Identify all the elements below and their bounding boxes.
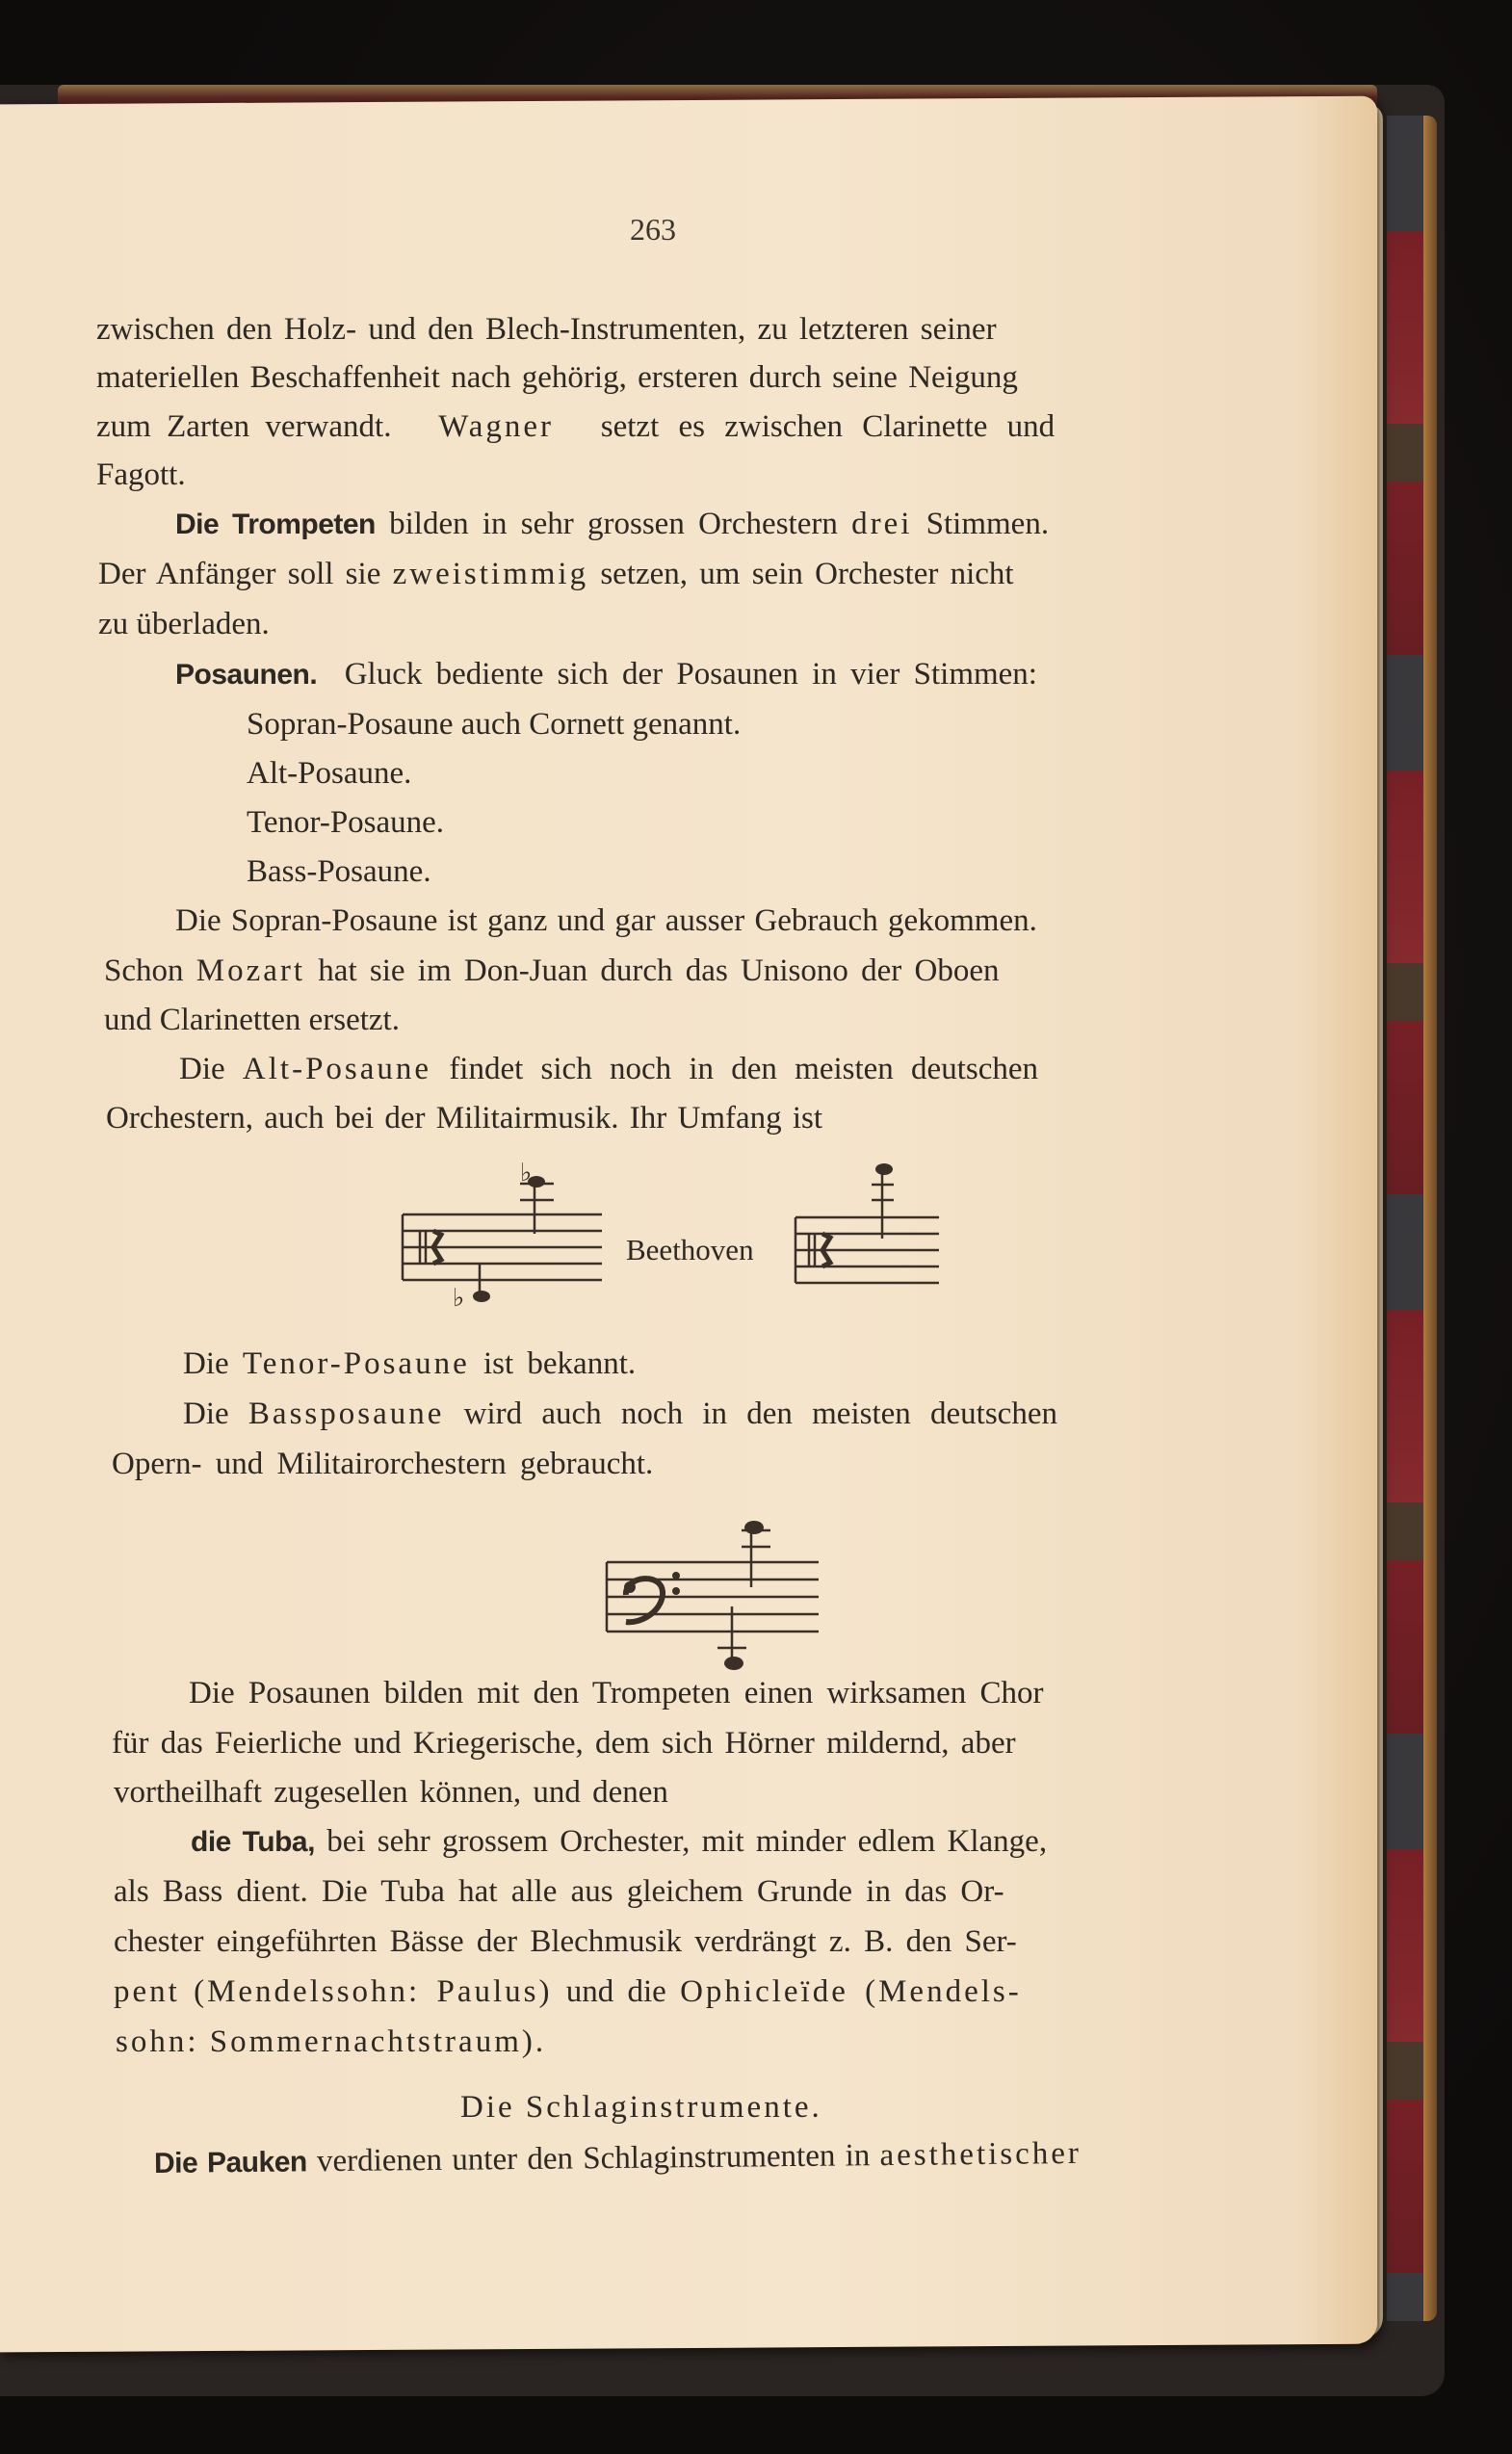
text-fragment: Schon (104, 953, 184, 988)
text-line: Die Posaunen bilden mit den Trompeten einen wirksamen Chor (189, 1676, 1044, 1710)
text-line: zwischen den Holz- und den Blech-Instrumenten, zu letzteren seiner (96, 312, 997, 347)
emphasized-word: Alt-Posaune (242, 1052, 432, 1086)
text-line (96, 411, 1055, 443)
svg-text:♭: ♭ (520, 1159, 533, 1188)
text-line: und Clarinetten ersetzt. (104, 1003, 400, 1037)
text-fragment: zum Zarten verwandt. (96, 409, 392, 444)
emphasized-word: drei (851, 507, 913, 541)
list-item: Alt-Posaune. (247, 756, 412, 791)
text-fragment: verdienen unter den Schlaginstrumenten in (316, 2138, 871, 2180)
text-fragment: Gluck bediente sich der Posaunen in vier Stimmen: (344, 657, 1037, 692)
text-fragment: bilden in sehr grossen Orchestern (389, 507, 838, 541)
music-example-label: Beethoven (626, 1233, 754, 1266)
text-line (183, 1348, 636, 1380)
section-title-schlaginstrumente: Die Schlaginstrumente. (460, 2090, 822, 2125)
text-fragment: und die (565, 1974, 666, 2009)
section-heading-pauken: Die Pauken (153, 2146, 307, 2180)
svg-text:♭: ♭ (453, 1284, 465, 1313)
emphasized-name: Wagner (438, 409, 555, 444)
text-line (98, 559, 1014, 590)
text-fragment: setzt es zwischen Clarinette und (600, 409, 1056, 444)
text-line: für das Feierliche und Kriegerische, dem sich Hörner mildernd, aber (112, 1726, 1016, 1761)
text-line: sohn: Sommernachtstraum). (116, 2024, 547, 2059)
text-fragment: Stimmen. (925, 507, 1050, 541)
book-spine-edge (1423, 116, 1437, 2321)
text-fragment: Die (179, 1052, 225, 1086)
text-line (175, 509, 1049, 540)
emphasized-word: zweistimmig (392, 557, 589, 591)
text-line: zu überladen. (98, 607, 270, 641)
page-number: 263 (630, 212, 676, 247)
text-line (179, 1054, 1038, 1085)
text-line: Fagott. (96, 457, 186, 492)
music-staff-beethoven-range (790, 1152, 944, 1296)
section-heading-trompeten: Die Trompeten (175, 509, 376, 540)
list-item: Tenor-Posaune. (247, 805, 445, 840)
text-fragment: Die (183, 1397, 229, 1431)
text-line: als Bass dient. Die Tuba hat alle aus gleichem Grunde in das Or- (114, 1874, 1004, 1909)
text-fragment: wird auch noch in den meisten deutschen (463, 1397, 1057, 1431)
emphasized-reference: Ophicleïde (Mendels- (680, 1974, 1022, 2009)
list-item: Bass-Posaune. (247, 854, 431, 889)
text-fragment: pent (114, 1974, 180, 2009)
text-fragment: setzen, um sein Orchester nicht (600, 557, 1014, 591)
emphasized-word: aesthetischer (879, 2135, 1082, 2174)
text-line (183, 1398, 1057, 1430)
music-staff-alto-range (395, 1152, 607, 1316)
emphasized-reference: (Mendelssohn: Paulus) (194, 1974, 553, 2009)
text-line (104, 955, 1000, 987)
text-fragment: ist bekannt. (482, 1346, 637, 1381)
text-fragment: hat sie im Don-Juan durch das Unisono der Oboen (318, 953, 1000, 988)
emphasized-word: Tenor-Posaune (242, 1346, 470, 1381)
text-fragment: Der Anfänger soll sie (98, 557, 381, 591)
text-line: Orchestern, auch bei der Militairmusik. Ihr Umfang ist (106, 1101, 823, 1136)
text-line: vortheilhaft zugesellen können, und denen (114, 1775, 668, 1810)
text-line (191, 1826, 1047, 1858)
text-line: chester eingeführten Bässe der Blechmusik verdrängt z. B. den Ser- (114, 1924, 1017, 1959)
list-item: Sopran-Posaune auch Cornett genannt. (247, 707, 742, 742)
text-line (114, 1976, 1022, 2008)
emphasized-word: Bassposaune (248, 1397, 445, 1431)
section-heading-posaunen: Posaunen. (175, 659, 318, 691)
text-line: Opern- und Militairorchestern gebraucht. (112, 1447, 654, 1481)
text-fragment: findet sich noch in den meisten deutschen (449, 1052, 1038, 1086)
text-line: materiellen Beschaffenheit nach gehörig, ersteren durch seine Neigung (96, 360, 1018, 395)
emphasized-name: Mozart (196, 953, 306, 988)
text-line: Die Sopran-Posaune ist ganz und gar ausser Gebrauch gekommen. (175, 903, 1037, 938)
music-staff-bass-range (597, 1499, 828, 1672)
text-fragment: bei sehr grossem Orchester, mit minder edlem Klange, (326, 1824, 1048, 1859)
text-fragment: Die (183, 1346, 229, 1381)
text-line (175, 659, 1037, 691)
section-heading-tuba: die Tuba, (191, 1826, 315, 1858)
